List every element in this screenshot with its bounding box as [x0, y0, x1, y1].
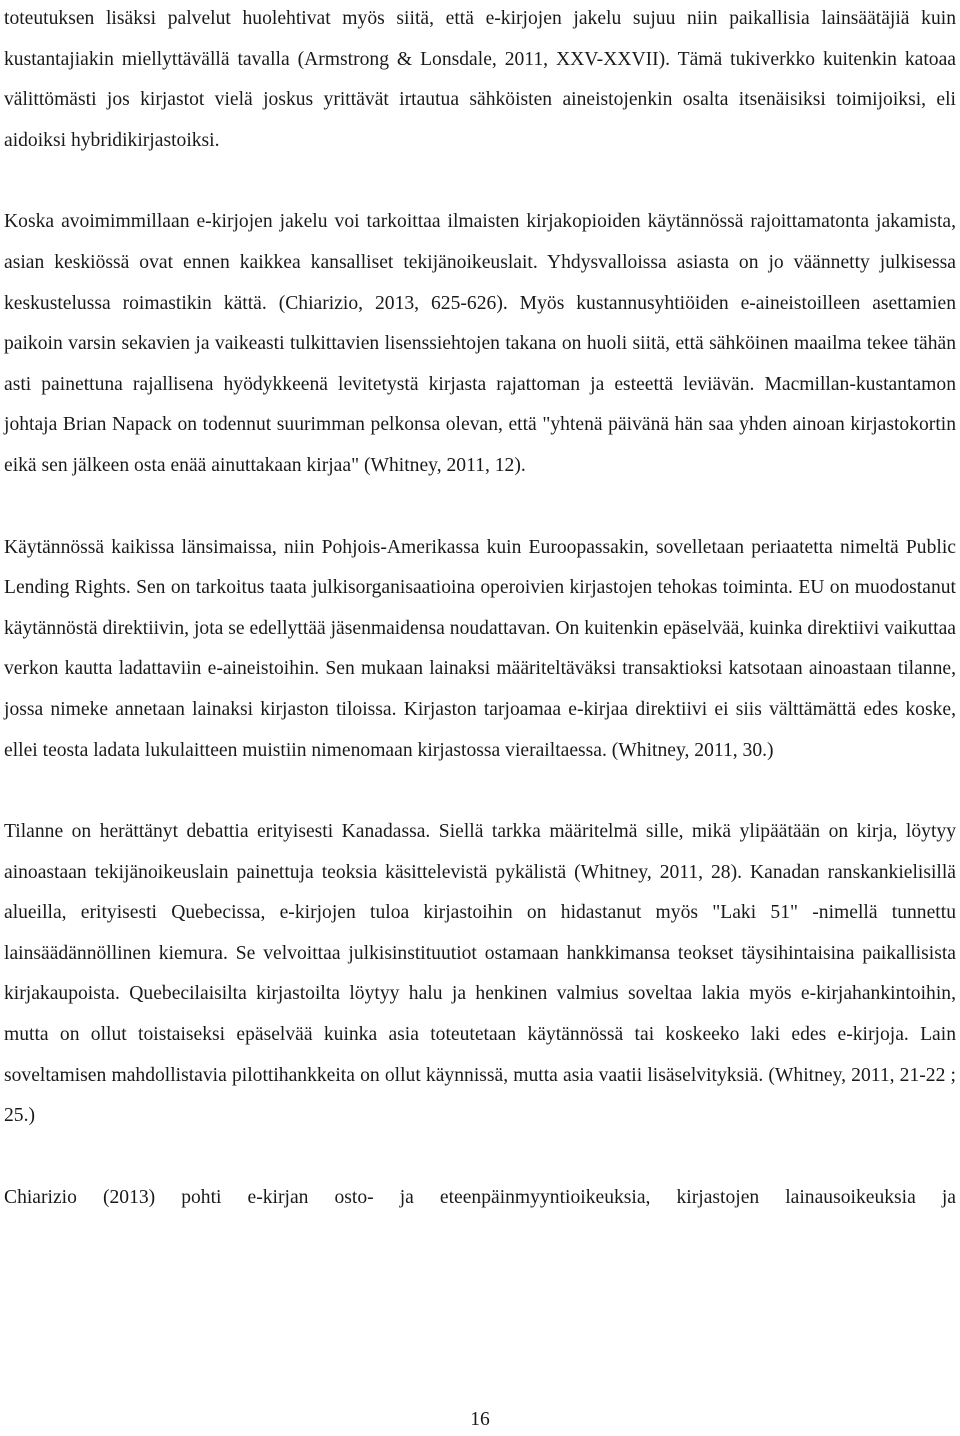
paragraph-3: Käytännössä kaikissa länsimaissa, niin Pohjois-Amerikassa kuin Euroopassakin, sovelletaan periaatetta nimeltä Public Lending Rights. Sen on tarkoitus taata julkisorganisaatioina operoivien kirjastojen tehokas toiminta. EU on muodostanut käytännöstä direktiivin, jota se edellyttää jäsenmaidensa noudattavan. On kuitenkin epäselvää, kuinka direktiivi vaikuttaa verkon kautta ladattaviin e-aineistoihin. Sen mukaan lainaksi määriteltäväksi transaktioksi katsotaan ainoastaan tilanne, jossa nimeke annetaan lainaksi kirjaston tiloissa. Kirjaston tarjoamaa e-kirjaa direktiivi ei siis välttämättä edes koske, ellei teosta ladata lukulaitteen muistiin nimenomaan kirjastossa vierailtaessa. (Whitney, 2011, 30.) [4, 536, 956, 761]
paragraph-1: toteutuksen lisäksi palvelut huolehtivat myös siitä, että e-kirjojen jakelu sujuu niin paikallisia lainsäätäjiä kuin kustantajiakin miellyttävällä tavalla (Armstrong & Lonsdale, 2011, XXV-XXVII). Tämä tukiverkko kuitenkin katoaa välittömästi jos kirjastot vielä joskus yrittävät irtautua sähköisten aineistojenkin osalta itsenäisiksi toimijoiksi, eli aidoiksi hybridikirjastoiksi. [4, 8, 956, 151]
paragraph-2: Koska avoimimmillaan e-kirjojen jakelu voi tarkoittaa ilmaisten kirjakopioiden käytännössä rajoittamatonta jakamista, asian keskiössä ovat ennen kaikkea kansalliset tekijänoikeuslait. Yhdysvalloissa asiasta on jo väännetty julkisessa keskustelussa roimastikin kättä. (Chiarizio, 2013, 625-626). Myös kustannusyhtiöiden e-aineistoilleen asettamien paikoin varsin sekavien ja vaikeasti tulkittavien lisenssiehtojen takana on huoli siitä, että sähköinen maailma tekee tähän asti painettuna rajallisena hyödykkeenä levitetystä kirjasta rajattoman ja esteettä leviävän. Macmillan-kustantamon johtaja Brian Napack on todennut suurimman pelkonsa olevan, että "yhtenä päivänä hän saa yhden ainoan kirjastokortin eikä sen jälkeen osta enää ainuttakaan kirjaa" (Whitney, 2011, 12). [4, 211, 956, 476]
paragraph-5: Chiarizio (2013) pohti e-kirjan osto- ja eteenpäinmyyntioikeuksia, kirjastojen lainausoikeuksia ja [4, 1186, 956, 1208]
page-number: 16 [470, 1409, 490, 1430]
paragraph-4: Tilanne on herättänyt debattia erityisesti Kanadassa. Siellä tarkka määritelmä sille, mikä ylipäätään on kirja, löytyy ainoastaan tekijänoikeuslain painettuja teoksia käsittelevistä pykälistä (Whitney, 2011, 28). Kanadan ranskankielisillä alueilla, erityisesti Quebecissa, e-kirjojen tuloa kirjastoihin on hidastanut myös "Laki 51" -nimellä tunnettu lainsäädännöllinen kiemura. Se velvoittaa julkisinstituutiot ostamaan hankkimansa teokset täysihintaisina paikallisista kirjakaupoista. Quebecilaisilta kirjastoilta löytyy halu ja henkinen valmius soveltaa lakia myös e-kirjahankintoihin, mutta on ollut toistaiseksi epäselvää kuinka asia toteutetaan käytännössä tai koskeeko laki edes e-kirjoja. Lain soveltamisen mahdollistavia pilottihankkeita on ollut käynnissä, mutta asia vaatii lisäselvityksiä. (Whitney, 2011, 21-22 ; 25.) [4, 821, 956, 1127]
body-text [4, 0, 956, 1218]
